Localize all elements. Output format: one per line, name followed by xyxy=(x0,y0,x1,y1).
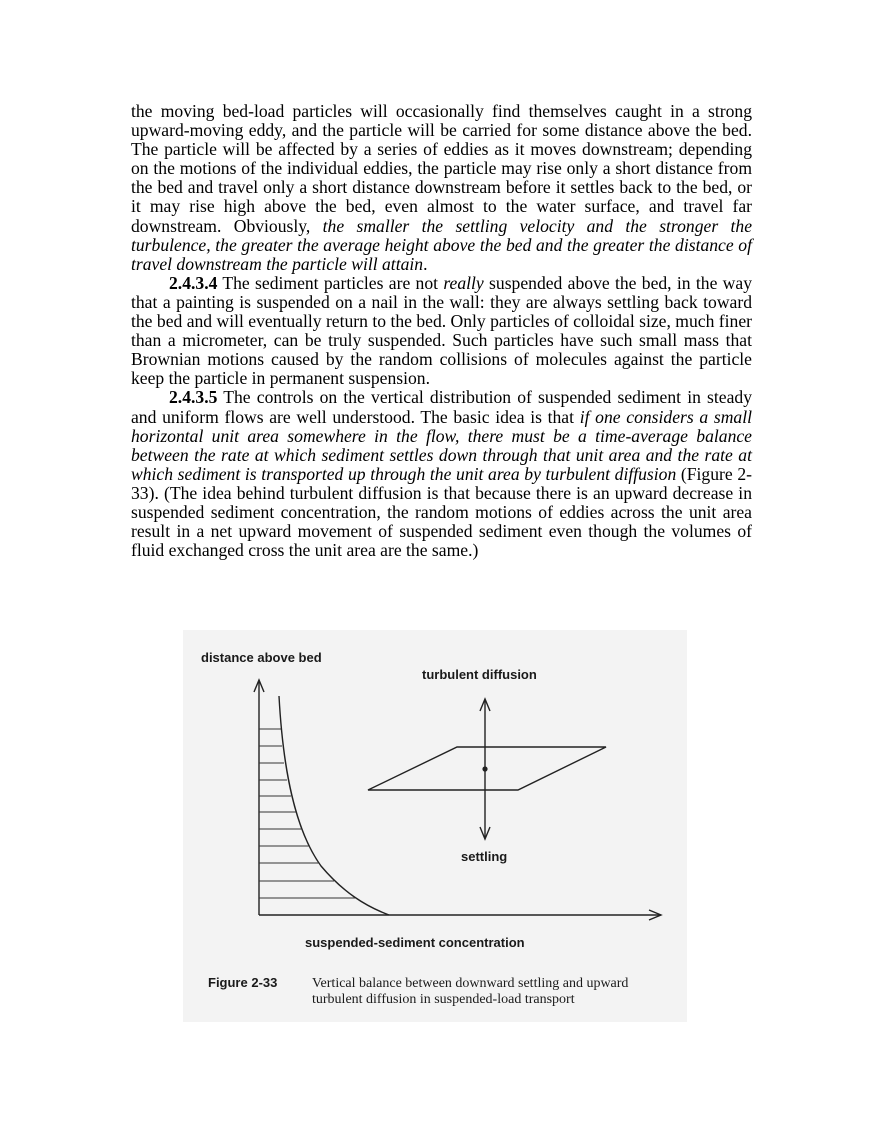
text-run: . xyxy=(423,253,428,274)
figure-2-33 xyxy=(183,630,687,1022)
text-run: the moving bed-load particles will occasionally find themselves caught in a strong upward-moving eddy, and the particle will be carried for some distance above the bed. The particle will be affected by a series of eddies as it moves downstream; depending on the motions of the individual eddies, the particle may rise only a short distance from the bed and travel only a short distance downstream before it settles back to the bed, or it may rise high above the bed, even almost to the water surface, and travel far downstream. Obviously, xyxy=(131,101,752,236)
text-run: suspended above the bed, in the way that a painting is suspended on a nail in the wall: they are always settling back toward the bed and will eventually return to the bed. Only particles of colloidal size, much finer than a micrometer, can be truly suspended. Such particles have such small mass that Brownian motions caused by the random collisions of molecules against the particle keep the particle in permanent suspension. xyxy=(131,272,752,389)
text-run: (Figure 2-33). (The idea behind turbulent diffusion is that because there is an upward decrease in suspended sediment concentration, the random motions of eddies across the unit area result in a net upward movement of suspended sediment even though the volumes of fluid exchanged cross the unit area are the same.) xyxy=(131,463,752,561)
paragraph xyxy=(131,388,752,560)
paragraph xyxy=(131,274,752,389)
figure-diagram xyxy=(183,630,687,1022)
paragraph xyxy=(131,102,752,274)
y-axis-label: distance above bed xyxy=(201,650,322,665)
figure-caption-label: Figure 2-33 xyxy=(208,975,278,990)
section-number: 2.4.3.4 xyxy=(169,272,218,293)
settling-label: settling xyxy=(461,849,508,864)
concentration-profile-curve xyxy=(279,696,389,915)
profile-hatching xyxy=(259,729,355,898)
emphasized-text: the smaller the settling velocity and the stronger the turbulence, the greater the average height above the bed and the greater the distance of travel downstream the particle will attain xyxy=(131,215,753,274)
text-run: The controls on the vertical distribution of suspended sediment in steady and uniform flows are well understood. The basic idea is that xyxy=(131,387,752,427)
x-axis-label: suspended-sediment concentration xyxy=(305,935,525,950)
section-number: 2.4.3.5 xyxy=(169,387,218,408)
emphasized-text: if one considers a small horizontal unit area somewhere in the flow, there must be a time-average balance between the rate at which sediment settles down through that unit area and the rate at which sediment is transported up through the unit area by turbulent diffusion xyxy=(131,406,752,484)
text-run: The sediment particles are not xyxy=(217,272,444,293)
emphasized-text: really xyxy=(443,272,484,293)
turbulent-diffusion-label: turbulent diffusion xyxy=(422,667,537,682)
body-text xyxy=(131,102,752,560)
figure-caption-text: Vertical balance between downward settling and upward turbulent diffusion in suspended-load transport xyxy=(312,976,629,1007)
